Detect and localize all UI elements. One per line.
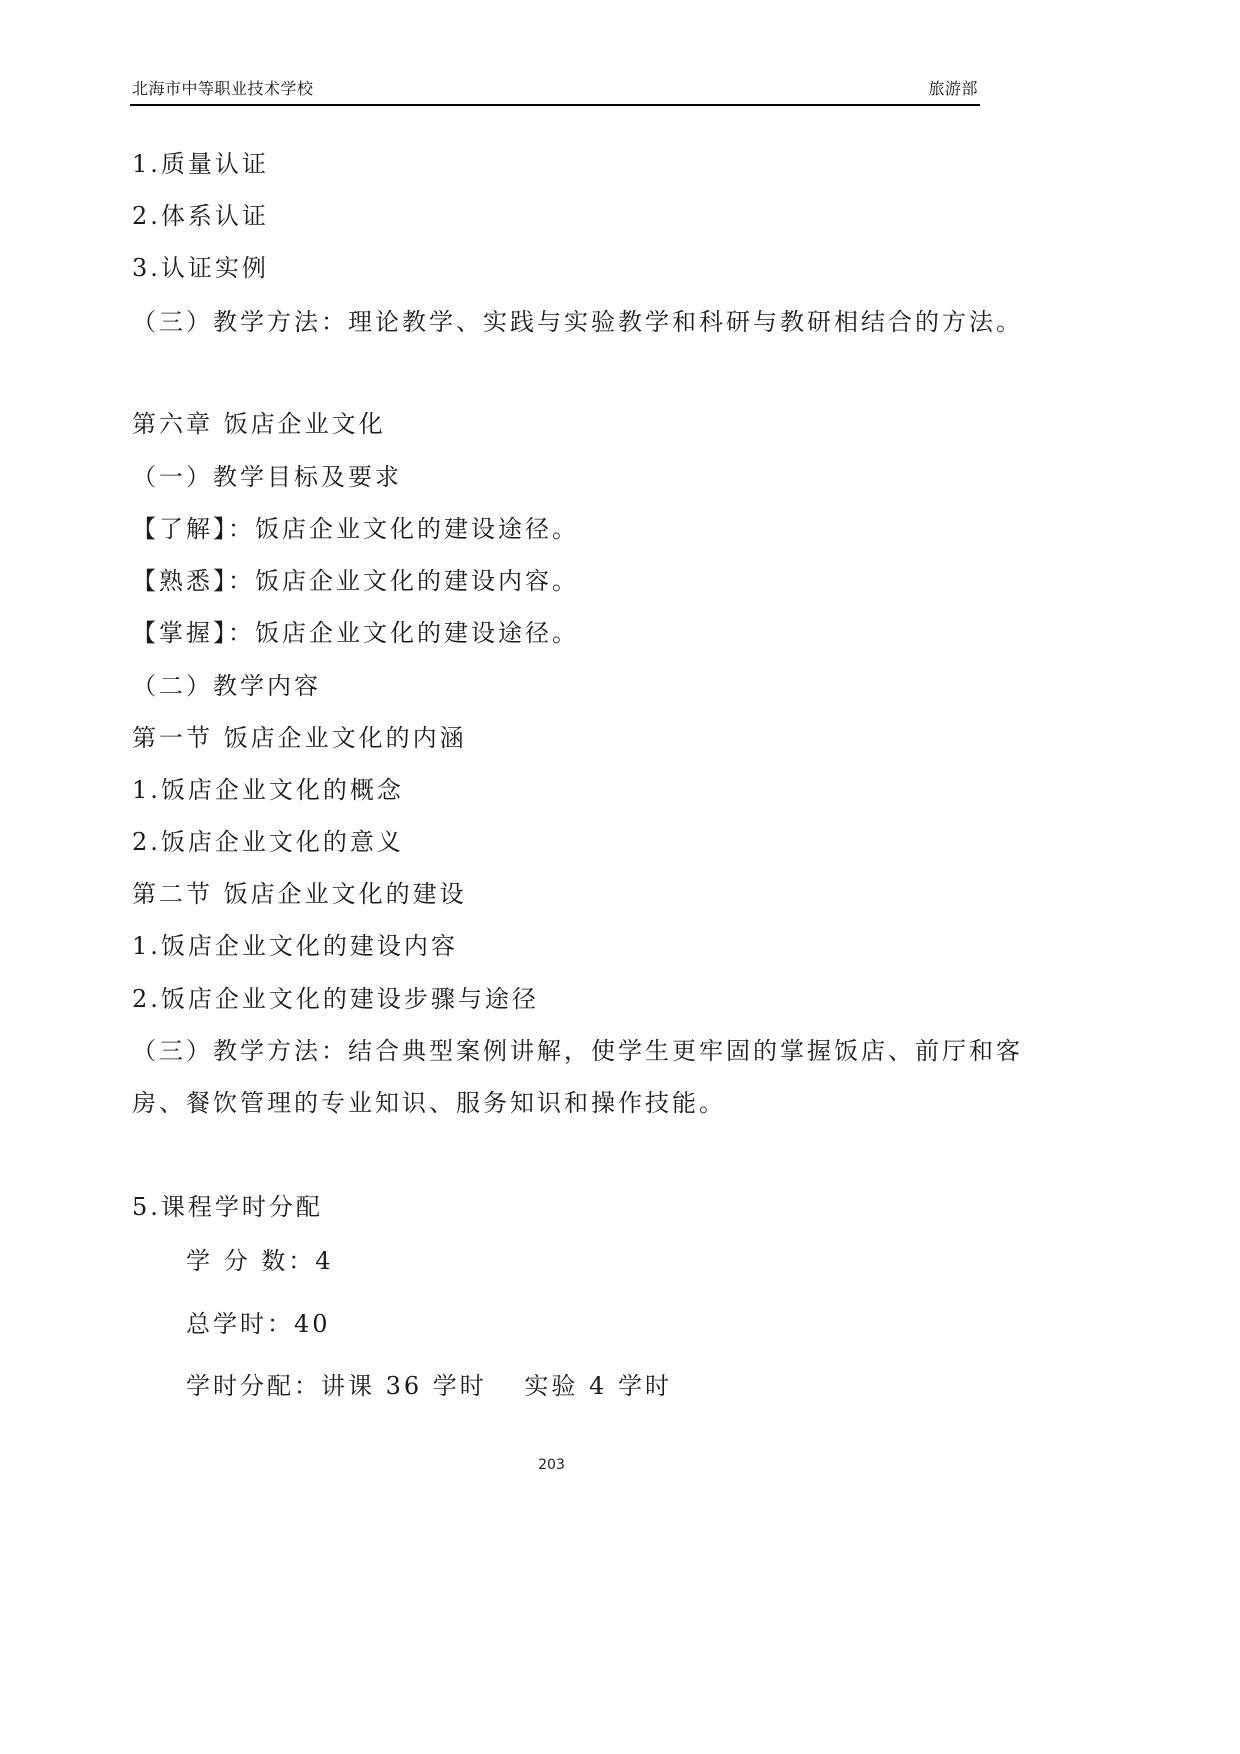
list-item: 1.饭店企业文化的概念 bbox=[132, 776, 404, 804]
credits-line: 学 分 数：4 bbox=[186, 1247, 334, 1275]
section-heading-content: （二）教学内容 bbox=[132, 672, 321, 700]
list-item-certification-examples: 3.认证实例 bbox=[132, 254, 269, 282]
subsection-heading-2: 第二节 饭店企业文化的建设 bbox=[132, 880, 467, 908]
hours-distribution-line: 学时分配：讲课 36 学时 实验 4 学时 bbox=[186, 1372, 672, 1400]
teaching-method-paragraph: （三）教学方法：结合典型案例讲解，使学生更牢固的掌握饭店、前厅和客 bbox=[132, 1037, 1023, 1065]
list-item: 1.饭店企业文化的建设内容 bbox=[132, 932, 458, 960]
header-school-name: 北海市中等职业技术学校 bbox=[132, 79, 314, 98]
list-item-system-certification: 2.体系认证 bbox=[132, 202, 269, 230]
list-item: 2.饭店企业文化的意义 bbox=[132, 828, 404, 856]
teaching-method-paragraph: （三）教学方法：理论教学、实践与实验教学和科研与教研相结合的方法。 bbox=[132, 308, 1023, 336]
subsection-heading-1: 第一节 饭店企业文化的内涵 bbox=[132, 724, 467, 752]
section-heading-goals: （一）教学目标及要求 bbox=[132, 463, 402, 491]
requirement-familiar: 【熟悉】：饭店企业文化的建设内容。 bbox=[132, 567, 579, 595]
list-item-quality-certification: 1.质量认证 bbox=[132, 150, 269, 178]
page-number: 203 bbox=[538, 1457, 565, 1473]
header-department: 旅游部 bbox=[928, 79, 978, 98]
list-item: 2.饭店企业文化的建设步骤与途径 bbox=[132, 985, 539, 1013]
page-header bbox=[130, 78, 980, 106]
teaching-method-paragraph-continued: 房、餐饮管理的专业知识、服务知识和操作技能。 bbox=[132, 1089, 726, 1117]
requirement-master: 【掌握】：饭店企业文化的建设途径。 bbox=[132, 619, 579, 647]
course-hours-heading: 5.课程学时分配 bbox=[132, 1193, 323, 1221]
chapter-heading: 第六章 饭店企业文化 bbox=[132, 410, 386, 438]
total-hours-line: 总学时：40 bbox=[186, 1310, 331, 1338]
requirement-understand: 【了解】：饭店企业文化的建设途径。 bbox=[132, 515, 579, 543]
